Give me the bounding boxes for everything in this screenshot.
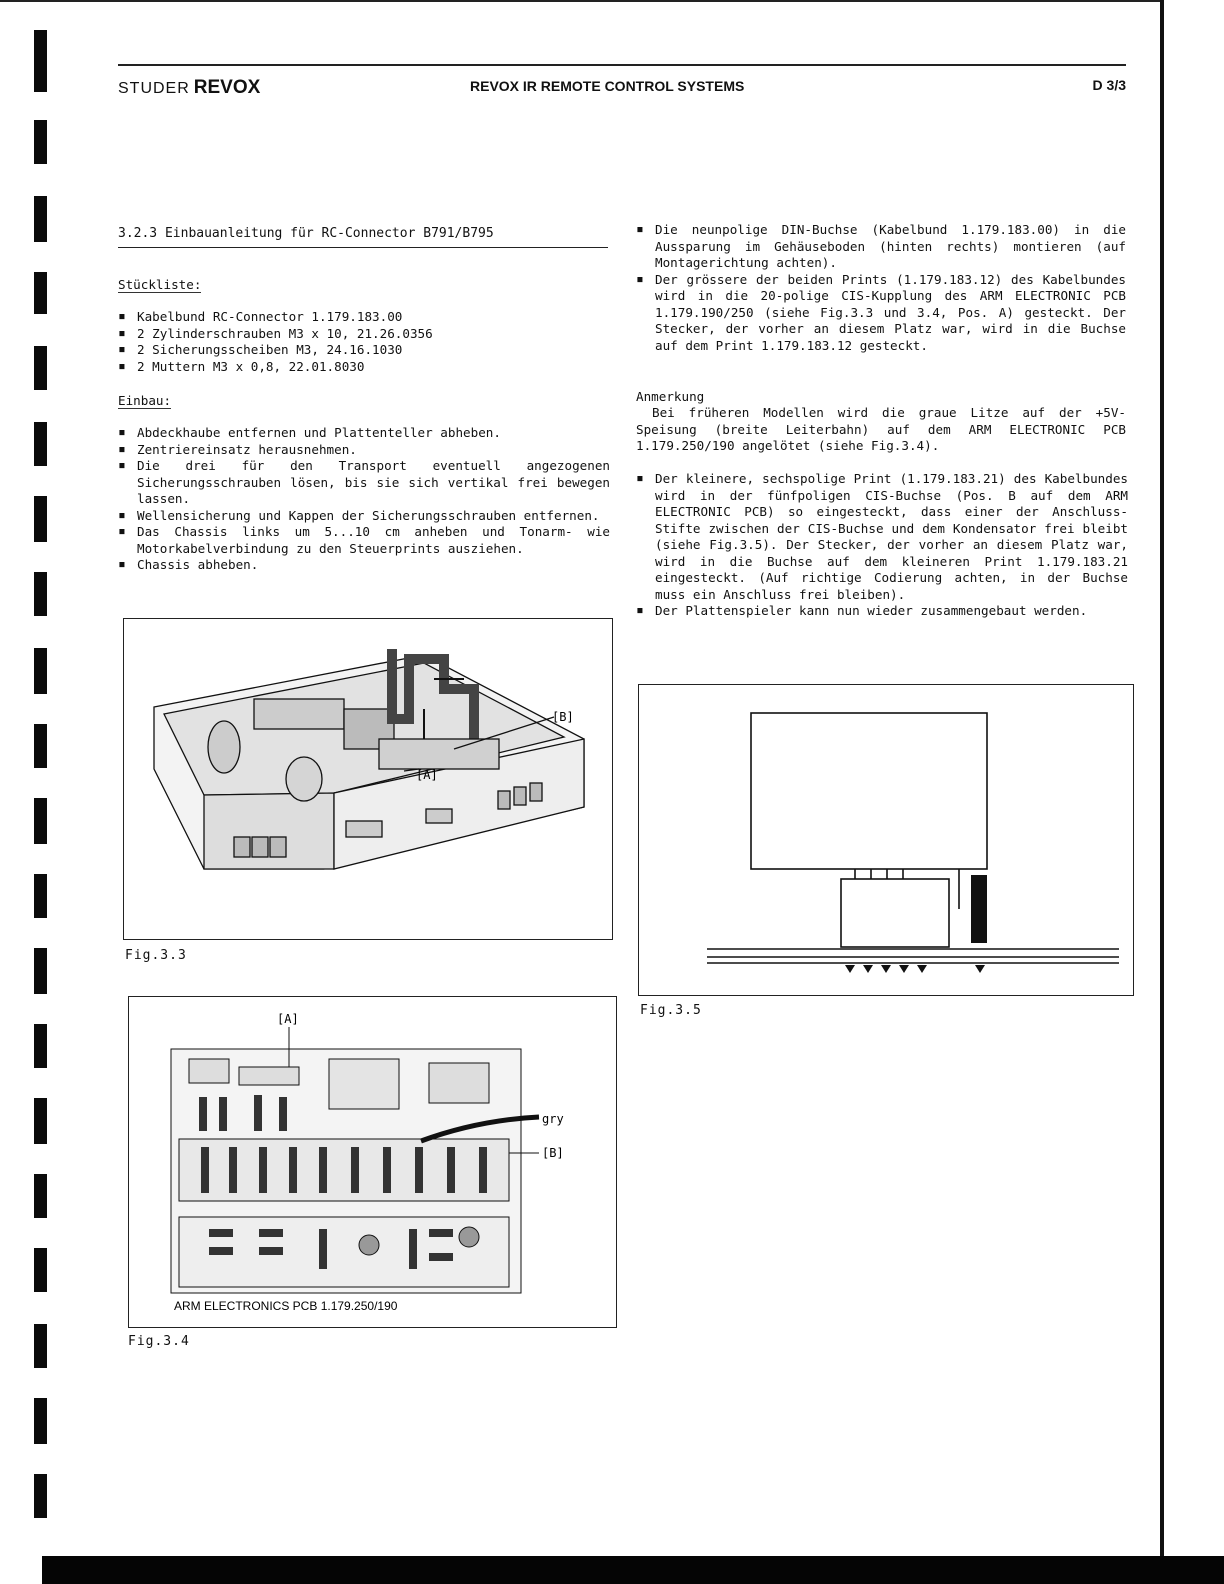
fig34-label-a: [A] — [277, 1012, 299, 1026]
install-label-text: Einbau: — [118, 393, 172, 408]
list-item: ▪ Chassis abheben. — [118, 557, 610, 574]
fig34-label-b: [B] — [542, 1146, 564, 1160]
binder-mark — [34, 422, 47, 466]
binder-mark — [34, 874, 47, 918]
binder-mark — [34, 196, 47, 242]
list-item: ▪ Der Plattenspieler kann nun wieder zusammengebaut werden. — [636, 603, 1128, 620]
list-item: ▪ Die drei für den Transport eventuell angezogenen Sicherungsschrauben lösen, bis sie sich vertikal frei bewegen lassen. — [118, 458, 610, 508]
list-item: ▪ 2 Muttern M3 x 0,8, 22.01.8030 — [118, 359, 608, 376]
list-item: ▪ Kabelbund RC-Connector 1.179.183.00 — [118, 309, 608, 326]
list-item: ▪ Die neunpolige DIN-Buchse (Kabelbund 1.179.183.00) in die Aussparung im Gehäuseboden (hinten rechts) montieren (auf Montagerichtung achten). — [636, 222, 1126, 272]
figure-3-3 — [123, 618, 613, 940]
steps-list-a — [636, 222, 1126, 354]
list-item: ▪ 2 Zylinderschrauben M3 x 10, 21.26.0356 — [118, 326, 608, 343]
connector-diagram — [639, 685, 1133, 995]
binder-mark — [34, 572, 47, 616]
binder-mark — [34, 1174, 47, 1218]
fig33-label-b: [B] — [552, 710, 574, 724]
binder-mark — [34, 798, 47, 844]
fig33-label-a: [A] — [416, 768, 438, 782]
page-right-edge — [1160, 0, 1164, 1560]
figure-3-4 — [128, 996, 617, 1328]
binder-mark — [34, 496, 47, 542]
list-item: ▪ Zentriereinsatz herausnehmen. — [118, 442, 610, 459]
cable-plug — [971, 875, 987, 943]
list-item: ▪ Der grössere der beiden Prints (1.179.183.12) des Kabelbundes wird in die 20-polige CIS-Kupplung des ARM ELECTRONIC PCB 1.179.190/250 (siehe Fig.3.3 und 3.4, Pos. A) gesteckt. Der Stecker, der vorher an diesem Platz war, wird in die Buchse auf dem Print 1.179.183.12 gesteckt. — [636, 272, 1126, 355]
binder-mark — [34, 30, 47, 92]
steps-list-b — [636, 471, 1128, 620]
parts-list — [118, 309, 608, 375]
install-steps — [118, 425, 610, 574]
binder-mark — [34, 648, 47, 694]
note-title: Anmerkung — [636, 389, 705, 404]
binder-mark — [34, 1098, 47, 1144]
revox-logo: REVOX — [193, 77, 261, 98]
figure-3-3-caption: Fig.3.3 — [125, 948, 187, 963]
binder-mark — [34, 1248, 47, 1292]
list-item: ▪ Abdeckhaube entfernen und Plattenteller abheben. — [118, 425, 610, 442]
section-title: 3.2.3 Einbauanleitung für RC-Connector B791/B795 — [118, 226, 608, 248]
parts-list-label-text: Stückliste: — [118, 277, 202, 292]
list-item: ▪ Der kleinere, sechspolige Print (1.179.183.21) des Kabelbundes wird in der fünfpoligen CIS-Buchse (Pos. B auf dem ARM ELECTRONIC PCB) so eingesteckt, dass einer der Anschluss-Stifte zwischen der CIS-Buchse und dem Kondensator frei bleibt (siehe Fig.3.5). Der Stecker, der vorher an diesem Platz war, wird in die Buchse auf dem kleineren Print 1.179.183.21 eingesteckt. (Auf richtige Codierung achten, in der Buchse muss ein Anschluss frei bleiben). — [636, 471, 1128, 603]
turntable-illustration — [124, 619, 612, 939]
scan-bottom-bar — [42, 1556, 1224, 1584]
list-item: ▪ Wellensicherung und Kappen der Sicherungsschrauben entfernen. — [118, 508, 610, 525]
binder-mark — [34, 1474, 47, 1518]
binder-mark — [34, 120, 47, 164]
page-header — [118, 64, 1126, 98]
brand-logo — [118, 77, 260, 99]
list-item: ▪ 2 Sicherungsscheiben M3, 24.16.1030 — [118, 342, 608, 359]
studer-logo: STUDER — [118, 80, 190, 97]
binder-mark — [34, 724, 47, 768]
list-item: ▪ Das Chassis links um 5...10 cm anheben und Tonarm- wie Motorkabelverbindung zu den Steuerprints ausziehen. — [118, 524, 610, 557]
binder-mark — [34, 1324, 47, 1368]
figure-3-4-caption: Fig.3.4 — [128, 1334, 190, 1349]
binder-mark — [34, 1024, 47, 1068]
binder-mark — [34, 948, 47, 994]
pcb-illustration — [129, 997, 616, 1327]
fig34-label-gry: gry — [542, 1112, 564, 1126]
binder-mark — [34, 1398, 47, 1444]
note-text: Bei früheren Modellen wird die graue Litze auf der +5V-Speisung (breite Leiterbahn) auf dem ARM ELECTRONIC PCB 1.179.250/190 angelötet (siehe Fig.3.4). — [636, 405, 1126, 453]
binder-mark — [34, 272, 47, 314]
pcb-caption: ARM ELECTRONICS PCB 1.179.250/190 — [174, 1299, 398, 1313]
parts-list-label — [118, 277, 201, 294]
page-top-edge — [0, 0, 1164, 2]
figure-3-5 — [638, 684, 1134, 996]
install-label — [118, 393, 171, 410]
document-title: REVOX IR REMOTE CONTROL SYSTEMS — [470, 78, 745, 94]
figure-3-5-caption: Fig.3.5 — [640, 1003, 702, 1018]
binder-mark — [34, 346, 47, 390]
page-number: D 3/3 — [1092, 77, 1126, 93]
